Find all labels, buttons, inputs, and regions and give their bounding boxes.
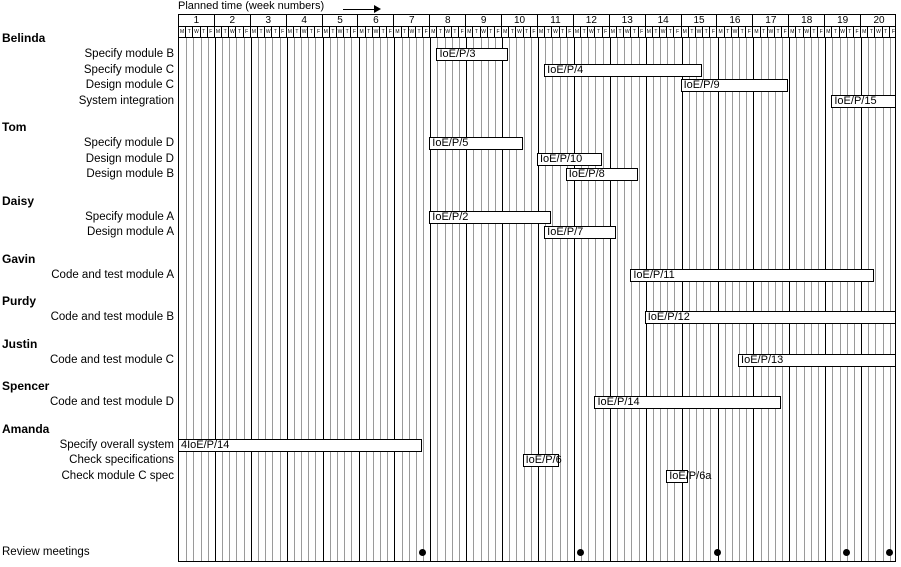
day-letter-cell: W [732,27,739,38]
planned-time-label: Planned time (week numbers) [178,0,325,12]
day-letter-cell: T [832,27,839,38]
day-letter-cell: M [718,27,725,38]
day-gridline [847,38,848,561]
day-gridline [445,38,446,561]
day-letter-cell: F [891,29,895,35]
task-label: Design module D [85,152,174,165]
week-number-cell: 8 [430,15,466,28]
day-letter-cell: F [603,27,610,38]
day-letter-cell: W [840,27,847,38]
gantt-bar-code: IoE/P/2 [432,210,469,223]
day-letter-cell: T [258,27,265,38]
chart-grid [178,14,896,562]
day-gridline [796,38,797,561]
day-letter-cell: M [825,27,832,38]
day-gridline [409,38,410,561]
day-gridline [703,38,704,561]
day-letter-cell: W [516,27,523,38]
day-gridline [732,38,733,561]
person-heading: Gavin [2,251,36,266]
day-gridline [768,38,769,561]
day-letter-cell: W [337,27,344,38]
day-gridline [840,38,841,561]
day-letter-cell: M [574,27,581,38]
day-letter-cell: M [430,27,437,38]
day-letter-cell: M [538,27,545,38]
week-number-cell: 17 [753,15,789,28]
day-gridline [294,38,295,561]
review-meetings-label: Review meetings [2,546,90,558]
week-gridline [215,38,216,561]
gantt-bar-code: IoE/P/14 [597,396,640,408]
day-letter-cell: F [531,27,538,38]
gantt-bar-code: IoE/P/6a [669,469,712,482]
day-gridline [222,38,223,561]
task-label: Design module B [86,168,174,180]
day-letter-cell: T [416,27,423,38]
day-gridline [854,38,855,561]
week-gridline [287,38,288,561]
day-gridline [804,38,805,561]
week-number-cell: 7 [394,15,430,28]
day-gridline [832,38,833,561]
planned-time-arrow-head [374,5,381,13]
day-letter-cell: M [394,27,401,38]
day-letter-cell: T [739,27,746,38]
task-label: Specify module D [83,137,174,149]
day-letter-cell: M [215,27,222,38]
week-gridline [610,38,611,561]
day-gridline [639,38,640,561]
day-gridline [280,38,281,561]
week-gridline [789,38,790,561]
day-gridline [631,38,632,561]
day-gridline [890,38,891,561]
day-gridline [567,38,568,561]
gantt-bar-code: IoE/P/3 [439,48,476,60]
day-gridline [509,38,510,561]
day-letter-cell: M [682,27,689,38]
day-letter-cell: F [818,27,825,38]
day-letter-cell: M [466,27,473,38]
day-letter-cell: T [272,27,279,38]
day-letter-cell: T [380,27,387,38]
day-letter-cell: T [847,27,854,38]
day-letter-cell: W [696,27,703,38]
day-gridline [868,38,869,561]
day-gridline [710,38,711,561]
day-letter-cell: T [631,27,638,38]
week-gridline [574,38,575,561]
day-letter-cell: T [883,27,890,38]
day-letter-cell: T [703,27,710,38]
day-letter-cell: T [236,27,243,38]
day-letter-cell: F [280,27,287,38]
day-letter-cell: T [473,27,480,38]
day-gridline [667,38,668,561]
day-letter-cell: W [875,27,882,38]
day-gridline [818,38,819,561]
day-letter-cell: M [861,27,868,38]
day-letter-header [178,27,896,38]
gantt-bar-code: IoE/P/9 [683,79,720,91]
week-number-cell: 5 [323,15,359,28]
week-number-cell: 12 [574,15,610,28]
day-gridline [674,38,675,561]
day-gridline [330,38,331,561]
day-gridline [883,38,884,561]
day-gridline [560,38,561,561]
gantt-bar-code: IoE/P/15 [834,94,877,107]
day-letter-cell: T [437,27,444,38]
day-letter-cell: F [639,27,646,38]
day-gridline [531,38,532,561]
day-gridline [516,38,517,561]
task-label: Design module C [85,79,174,91]
person-heading: Daisy [2,193,35,208]
day-gridline [481,38,482,561]
day-letter-cell: W [660,27,667,38]
day-letter-cell: F [674,27,681,38]
day-letter-cell: T [868,27,875,38]
day-gridline [351,38,352,561]
day-letter-cell: T [366,27,373,38]
day-letter-cell: T [796,27,803,38]
day-letter-cell: T [689,27,696,38]
day-letter-cell: F [746,27,753,38]
day-gridline [473,38,474,561]
day-gridline [524,38,525,561]
day-gridline [308,38,309,561]
day-letter-cell: M [753,27,760,38]
week-gridline [646,38,647,561]
day-letter-cell: T [294,27,301,38]
day-gridline [875,38,876,561]
day-gridline [660,38,661,561]
day-gridline [811,38,812,561]
person-heading: Tom [2,120,27,134]
day-letter-cell: M [646,27,653,38]
chart-plot-area [178,38,896,562]
week-number-cell: 19 [825,15,861,28]
week-number-cell: 16 [718,15,754,28]
day-letter-cell: F [387,27,394,38]
person-heading: Spencer [2,379,50,393]
day-letter-cell: T [186,27,193,38]
day-letter-cell: M [251,27,258,38]
week-gridline [394,38,395,561]
day-letter-cell: W [552,27,559,38]
day-letter-cell: M [789,27,796,38]
day-letter-cell: W [588,27,595,38]
day-letter-cell: M [610,27,617,38]
day-gridline [208,38,209,561]
week-gridline [538,38,539,561]
day-gridline [337,38,338,561]
day-gridline [689,38,690,561]
day-letter-cell: W [373,27,380,38]
review-meeting-marker[interactable] [886,549,893,556]
day-letter-cell: W [768,27,775,38]
week-number-cell: 9 [466,15,502,28]
day-letter-cell: T [201,27,208,38]
day-letter-cell: T [595,27,602,38]
day-letter-cell: T [330,27,337,38]
week-number-cell: 2 [215,15,251,28]
day-letter-cell: F [710,27,717,38]
day-letter-cell: F [351,27,358,38]
task-label: Specify overall system [59,438,174,451]
day-gridline [244,38,245,561]
week-number-cell: 10 [502,15,538,28]
day-gridline [315,38,316,561]
person-heading: Justin [2,336,38,351]
day-gridline [746,38,747,561]
day-gridline [236,38,237,561]
review-meeting-marker[interactable] [843,549,850,556]
day-letter-cell: T [344,27,351,38]
day-gridline [761,38,762,561]
day-gridline [387,38,388,561]
day-gridline [265,38,266,561]
week-gridline [466,38,467,561]
task-label: Code and test module B [50,311,174,323]
day-letter-cell: F [423,27,430,38]
task-label: System integration [78,94,174,107]
day-letter-cell: T [488,27,495,38]
day-gridline [301,38,302,561]
day-gridline [775,38,776,561]
day-letter-cell: F [782,27,789,38]
day-letter-cell: M [502,27,509,38]
day-letter-cell: T [222,27,229,38]
day-letter-cell: W [481,27,488,38]
day-gridline [588,38,589,561]
gantt-bar-code: IoE/P/11 [633,268,675,281]
day-letter-cell: T [509,27,516,38]
gantt-bar-code: IoE/P/5 [432,137,469,149]
review-meeting-marker[interactable] [714,549,721,556]
day-gridline [581,38,582,561]
task-label: Design module A [87,226,174,238]
day-gridline [603,38,604,561]
day-gridline [782,38,783,561]
day-letter-cell: W [193,27,200,38]
day-gridline [617,38,618,561]
day-letter-cell: F [495,27,502,38]
week-gridline [682,38,683,561]
day-letter-cell: F [244,27,251,38]
day-letter-cell: T [617,27,624,38]
task-label: Code and test module A [51,268,174,281]
day-letter-cell: W [445,27,452,38]
day-gridline [416,38,417,561]
week-number-cell: 4 [287,15,323,28]
day-letter-cell: T [725,27,732,38]
week-number-cell: 13 [610,15,646,28]
person-heading: Amanda [2,421,50,436]
day-letter-cell: T [581,27,588,38]
day-letter-cell: T [811,27,818,38]
day-gridline [739,38,740,561]
day-letter-cell: W [265,27,272,38]
day-letter-cell: F [208,27,215,38]
week-gridline [430,38,431,561]
day-gridline [402,38,403,561]
planned-time-arrow-line [343,9,375,10]
day-gridline [366,38,367,561]
week-number-header [178,14,896,27]
gantt-bar-code: IoE/P/8 [568,168,605,180]
day-letter-cell: T [402,27,409,38]
week-gridline [359,38,360,561]
task-label: Check module C spec [61,469,174,482]
gantt-bar-code: IoE/P/12 [647,311,690,323]
day-gridline [696,38,697,561]
day-gridline [272,38,273,561]
day-gridline [258,38,259,561]
day-letter-cell: W [229,27,236,38]
person-heading: Purdy [2,294,37,308]
day-gridline [423,38,424,561]
gantt-bar-code: IoE/P/6 [525,454,562,466]
day-gridline [488,38,489,561]
task-label: Specify module A [85,210,174,223]
person-heading: Belinda [2,31,46,45]
day-letter-cell: M [323,27,330,38]
day-gridline [380,38,381,561]
day-gridline [495,38,496,561]
day-letter-cell: T [452,27,459,38]
day-gridline [373,38,374,561]
day-letter-cell: F [854,27,861,38]
day-letter-cell: T [524,27,531,38]
day-gridline [193,38,194,561]
day-letter-cell: F [567,27,574,38]
day-letter-cell: T [761,27,768,38]
week-number-cell: 1 [179,15,215,28]
gantt-bar-code: IoE/P/10 [540,152,583,165]
day-gridline [344,38,345,561]
day-letter-cell: W [409,27,416,38]
week-number-cell: 6 [359,15,395,28]
day-gridline [624,38,625,561]
day-gridline [725,38,726,561]
week-gridline [502,38,503,561]
day-letter-cell: F [315,27,322,38]
week-number-cell: 3 [251,15,287,28]
gantt-bar-code: 4IoE/P/14 [181,438,230,451]
day-letter-cell: W [301,27,308,38]
week-gridline [861,38,862,561]
day-gridline [653,38,654,561]
week-gridline [825,38,826,561]
day-letter-cell: T [775,27,782,38]
task-label: Specify module C [83,63,174,76]
week-number-cell: 20 [873,15,885,26]
day-letter-cell: M [359,27,366,38]
week-number-cell: 11 [538,15,574,28]
day-letter-cell: F [459,27,466,38]
day-gridline [229,38,230,561]
week-gridline [251,38,252,561]
day-gridline [186,38,187,561]
week-number-cell: 14 [646,15,682,28]
week-gridline [323,38,324,561]
day-letter-cell: T [667,27,674,38]
day-letter-cell: M [179,27,186,38]
day-letter-cell: W [804,27,811,38]
day-gridline [437,38,438,561]
day-letter-cell: T [560,27,567,38]
task-label: Code and test module D [49,396,174,408]
week-number-cell: 15 [682,15,718,28]
task-label: Code and test module C [49,353,174,366]
day-letter-cell: T [545,27,552,38]
day-letter-cell: M [287,27,294,38]
week-gridline [718,38,719,561]
gantt-bar-code: IoE/P/7 [547,226,584,238]
day-gridline [552,38,553,561]
day-gridline [595,38,596,561]
day-letter-cell: W [624,27,631,38]
day-gridline [201,38,202,561]
gantt-bar-code: IoE/P/4 [547,63,584,76]
day-gridline [452,38,453,561]
gantt-bar-code: IoE/P/13 [741,353,784,366]
day-letter-cell: T [653,27,660,38]
week-gridline [753,38,754,561]
task-label: Check specifications [69,454,174,466]
week-number-cell: 18 [789,15,825,28]
day-gridline [459,38,460,561]
task-label: Specify module B [84,48,174,60]
day-letter-cell: T [308,27,315,38]
day-gridline [545,38,546,561]
